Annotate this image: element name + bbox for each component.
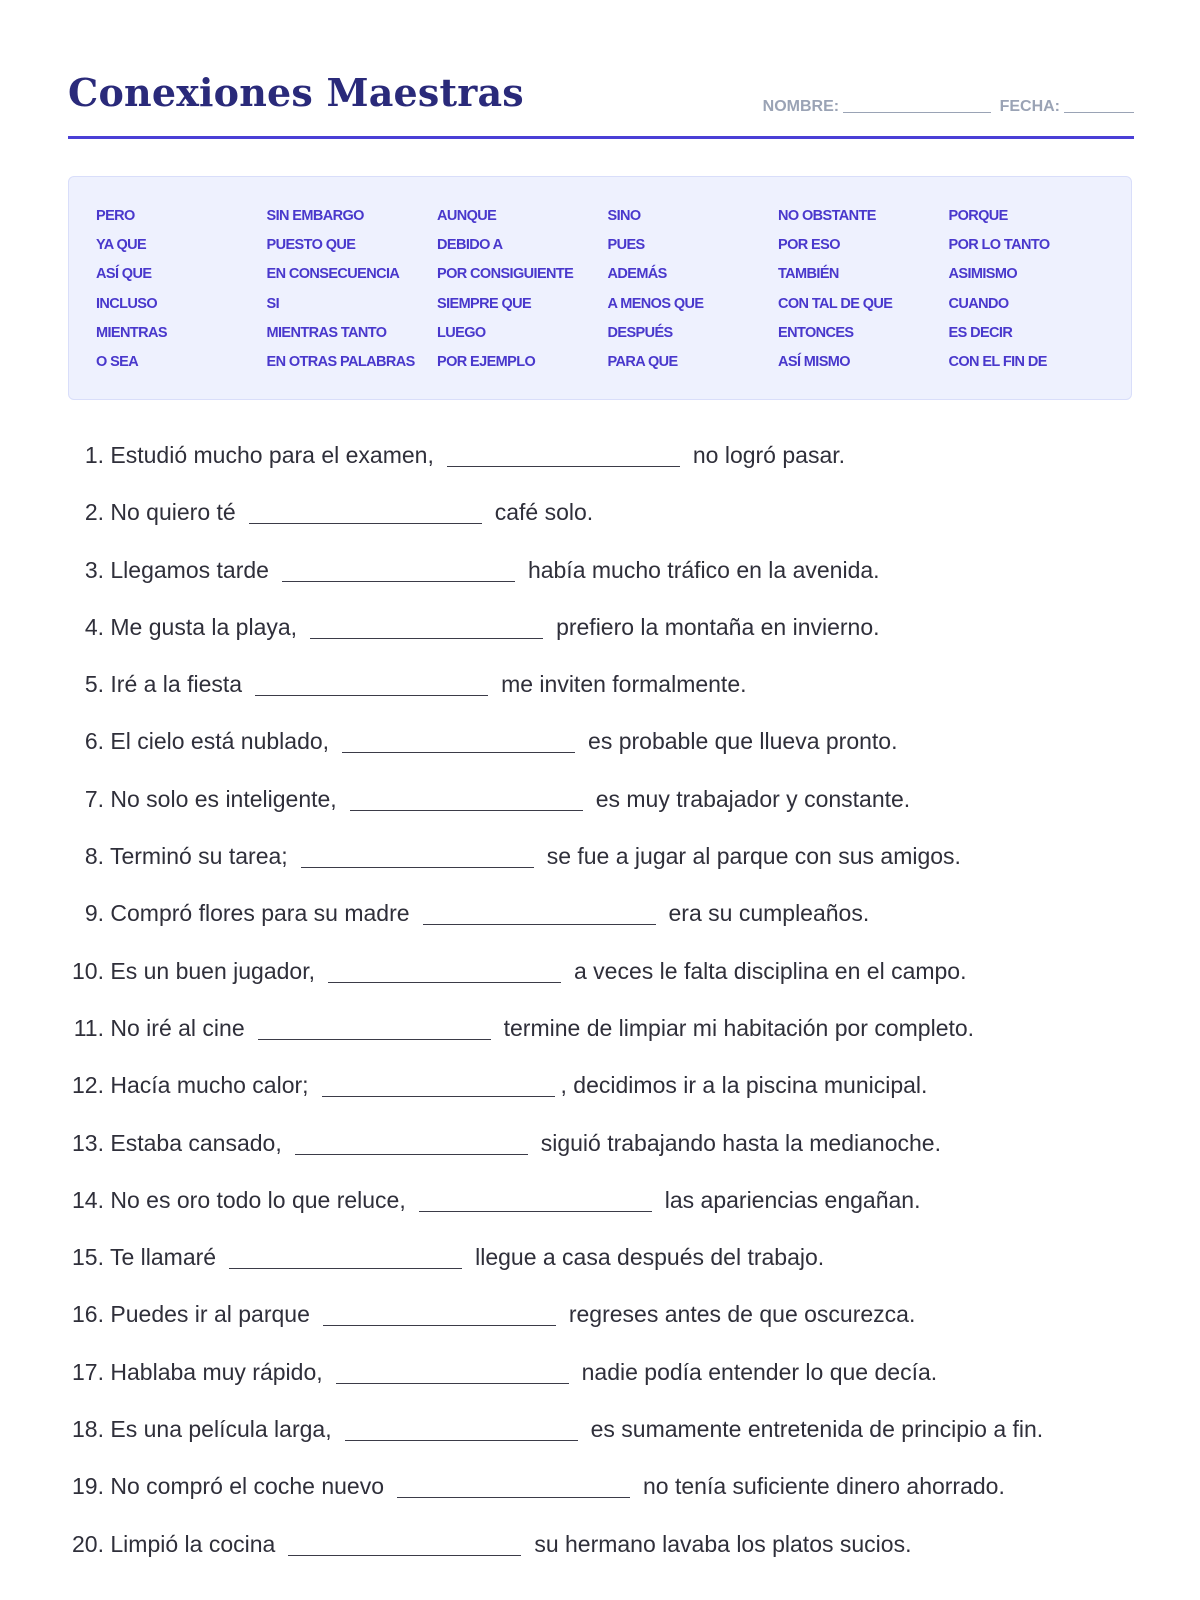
word-bank-item: EN CONSECUENCIA (266, 266, 400, 283)
word-bank-item: PERO (96, 208, 135, 224)
answer-blank[interactable] (323, 1325, 556, 1326)
question-number: 12. (72, 1072, 104, 1099)
word-bank-item: SIEMPRE QUE (437, 295, 532, 312)
question-item (64, 1015, 1043, 1072)
answer-blank[interactable] (350, 810, 583, 811)
question-number: 14. (72, 1186, 104, 1213)
word-bank-item: A MENOS QUE (607, 295, 704, 312)
answer-blank[interactable] (255, 695, 488, 696)
word-bank-item: PUESTO QUE (266, 237, 356, 254)
question-number: 13. (72, 1129, 104, 1156)
question-number: 8. (84, 843, 104, 870)
question-item (64, 1359, 1043, 1416)
word-bank-item: PORQUE (948, 208, 1008, 224)
question-text-before: No solo es inteligente, (110, 785, 337, 812)
question-item (64, 958, 1043, 1015)
question-number: 2. (84, 499, 104, 526)
question-item (64, 1416, 1043, 1473)
question-text-after: es probable que llueva pronto. (588, 728, 898, 755)
word-bank-item: SI (266, 295, 279, 312)
word-bank-item: TAMBIÉN (778, 266, 839, 283)
question-item (64, 728, 1043, 785)
answer-blank[interactable] (310, 638, 543, 639)
question-text-before: Estaba cansado, (110, 1129, 282, 1156)
question-number: 4. (84, 613, 104, 640)
word-bank-item: CON TAL DE QUE (778, 295, 893, 312)
answer-blank[interactable] (447, 466, 680, 467)
question-text-before: Hablaba muy rápido, (110, 1358, 323, 1385)
word-bank-item: POR LO TANTO (948, 237, 1050, 254)
page-title: Conexiones Maestras (68, 70, 524, 115)
question-text-before: Terminó su tarea; (109, 843, 288, 870)
word-bank-item: AUNQUE (437, 208, 497, 224)
question-number: 16. (72, 1301, 104, 1328)
question-number: 19. (72, 1473, 104, 1500)
question-number: 10. (72, 957, 104, 984)
question-text-after: siguió trabajando hasta la medianoche. (540, 1129, 941, 1156)
answer-blank[interactable] (258, 1039, 491, 1040)
question-text-after: llegue a casa después del trabajo. (475, 1244, 825, 1271)
question-text-before: Te llamaré (109, 1244, 217, 1271)
question-text-before: El cielo está nublado, (110, 728, 330, 755)
question-text-after: es sumamente entretenida de principio a fin. (590, 1416, 1044, 1443)
word-bank-item: SIN EMBARGO (266, 208, 364, 224)
question-text-before: Hacía mucho calor; (110, 1072, 309, 1099)
question-text-before: No compró el coche nuevo (110, 1473, 384, 1500)
answer-blank[interactable] (282, 581, 515, 582)
word-bank-item: POR EJEMPLO (437, 353, 536, 370)
question-text-after: regreses antes de que oscurezca. (568, 1301, 916, 1328)
answer-blank[interactable] (295, 1154, 528, 1155)
question-number: 6. (84, 728, 104, 755)
word-bank-item: ASÍ MISMO (778, 353, 850, 370)
question-text-before: Estudió mucho para el examen, (110, 442, 434, 468)
word-bank-item: ADEMÁS (607, 266, 667, 283)
question-number: 15. (72, 1244, 104, 1271)
question-text-after: las apariencias engañan. (664, 1186, 921, 1213)
question-text-before: Me gusta la playa, (110, 613, 298, 640)
question-number: 17. (72, 1358, 104, 1385)
question-text-after: no tenía suficiente dinero ahorrado. (643, 1473, 1005, 1500)
question-text-after: café solo. (494, 499, 594, 526)
date-label: FECHA: (999, 98, 1060, 115)
question-text-after: termine de limpiar mi habitación por completo. (503, 1014, 975, 1041)
question-item (64, 843, 1043, 900)
answer-blank[interactable] (322, 1096, 555, 1097)
question-text-after: era su cumpleaños. (668, 900, 870, 927)
question-item (64, 1531, 1043, 1588)
word-bank-item: ASIMISMO (948, 266, 1018, 283)
word-bank-item: ES DECIR (948, 324, 1013, 341)
question-number: 7. (84, 785, 104, 812)
word-bank-item: CON EL FIN DE (948, 353, 1047, 370)
question-text-before: No iré al cine (110, 1014, 245, 1041)
name-field-line (843, 112, 991, 113)
date-field-line (1064, 112, 1134, 113)
word-bank-item: DESPUÉS (607, 324, 673, 341)
word-bank-item: MIENTRAS TANTO (266, 324, 387, 341)
question-text-before: No quiero té (110, 499, 236, 526)
word-bank-grid (96, 207, 1119, 382)
word-bank-item: ENTONCES (778, 324, 854, 341)
question-item (64, 1244, 1043, 1301)
question-text-before: Compró flores para su madre (110, 900, 410, 927)
word-bank-item: SINO (607, 208, 641, 224)
question-text-after: nadie podía entender lo que decía. (581, 1358, 938, 1385)
word-bank-item: MIENTRAS (96, 324, 167, 341)
question-item (64, 900, 1043, 957)
question-number: 18. (72, 1416, 104, 1443)
question-item (64, 1301, 1043, 1358)
word-bank-item: O SEA (96, 353, 139, 370)
question-item (64, 671, 1043, 728)
question-list (64, 442, 1043, 1588)
word-bank-item: ASÍ QUE (96, 266, 152, 283)
question-number: 3. (84, 556, 104, 583)
question-number: 11. (73, 1014, 104, 1041)
question-number: 9. (84, 900, 104, 927)
word-bank-item: LUEGO (437, 324, 486, 341)
question-item (64, 786, 1043, 843)
question-text-after: no logró pasar. (692, 442, 846, 468)
question-item (64, 1072, 1043, 1129)
question-text-before: Llegamos tarde (110, 556, 269, 583)
student-info-fields (763, 98, 1134, 116)
question-text-after: se fue a jugar al parque con sus amigos. (546, 843, 961, 870)
worksheet-header (68, 0, 1134, 139)
answer-blank[interactable] (288, 1555, 521, 1556)
question-text-after: su hermano lavaba los platos sucios. (534, 1530, 912, 1557)
answer-blank[interactable] (301, 867, 534, 868)
question-item (64, 499, 1043, 556)
question-text-before: Limpió la cocina (110, 1530, 276, 1557)
word-bank-item: NO OBSTANTE (778, 208, 876, 224)
answer-blank[interactable] (397, 1497, 630, 1498)
word-bank-item: DEBIDO A (437, 237, 503, 254)
question-item (64, 442, 1043, 499)
answer-blank[interactable] (229, 1268, 462, 1269)
worksheet-page (68, 0, 1134, 1557)
word-bank-item: EN OTRAS PALABRAS (266, 353, 415, 370)
question-text-after: a veces le falta disciplina en el campo. (574, 957, 967, 984)
question-number: 20. (72, 1530, 104, 1557)
answer-blank[interactable] (328, 982, 561, 983)
answer-blank[interactable] (249, 523, 482, 524)
question-text-after: es muy trabajador y constante. (595, 785, 911, 812)
word-bank-item: CUANDO (948, 295, 1009, 312)
word-bank (68, 176, 1132, 400)
question-item (64, 1130, 1043, 1187)
question-number: 5. (84, 671, 104, 698)
question-item (64, 557, 1043, 614)
question-text-before: No es oro todo lo que reluce, (110, 1186, 406, 1213)
question-text-before: Es un buen jugador, (110, 957, 315, 984)
question-text-after: me inviten formalmente. (501, 671, 747, 698)
question-text-before: Puedes ir al parque (110, 1301, 310, 1328)
word-bank-item: PARA QUE (607, 353, 678, 370)
question-number: 1. (84, 442, 104, 468)
answer-blank[interactable] (423, 924, 656, 925)
word-bank-item: PUES (607, 237, 645, 254)
answer-blank[interactable] (345, 1440, 578, 1441)
answer-blank[interactable] (342, 752, 575, 753)
word-bank-item: YA QUE (96, 237, 147, 254)
question-item (64, 614, 1043, 671)
question-text-before: Es una película larga, (110, 1416, 332, 1443)
name-label: NOMBRE: (762, 98, 840, 115)
word-bank-item: POR ESO (778, 237, 840, 254)
question-text-after: , decidimos ir a la piscina municipal. (560, 1072, 928, 1099)
question-text-after: prefiero la montaña en invierno. (556, 613, 880, 640)
answer-blank[interactable] (419, 1211, 652, 1212)
question-item (64, 1187, 1043, 1244)
answer-blank[interactable] (336, 1383, 569, 1384)
question-item (64, 1473, 1043, 1530)
word-bank-item: POR CONSIGUIENTE (437, 266, 574, 283)
question-text-before: Iré a la fiesta (110, 671, 243, 698)
question-text-after: había mucho tráfico en la avenida. (527, 556, 880, 583)
word-bank-item: INCLUSO (96, 295, 158, 312)
